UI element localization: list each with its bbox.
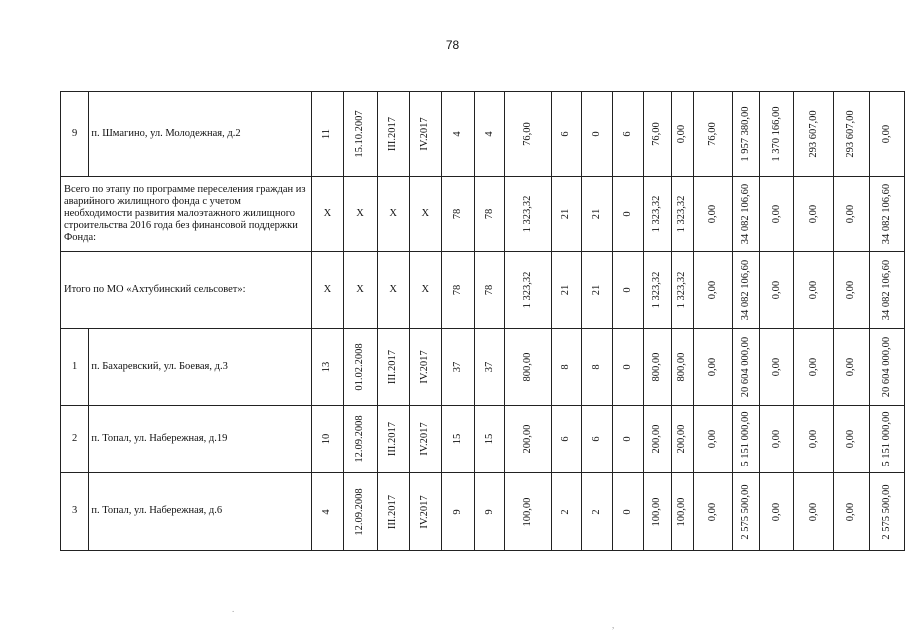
value-cell: [671, 473, 693, 551]
value-cell: [475, 329, 505, 406]
value-cell: [732, 252, 759, 329]
value-text: 6: [560, 131, 572, 137]
value-text: 200,00: [676, 424, 688, 454]
table-row: [61, 473, 905, 551]
value-cell: [441, 252, 474, 329]
total-label: Итого по МО «Ахтубинский сельсовет»:: [61, 252, 312, 329]
value-cell: [409, 473, 441, 551]
value-text: 0,00: [706, 502, 718, 521]
value-text: IV.2017: [419, 117, 431, 151]
value-cell: [441, 473, 474, 551]
value-cell: X: [312, 252, 343, 329]
value-text: 100,00: [676, 497, 688, 526]
value-cell: [794, 252, 834, 329]
value-cell: [551, 177, 582, 252]
value-text: 1 323,32: [651, 271, 663, 309]
value-cell: [759, 329, 793, 406]
scan-mark: .: [232, 604, 235, 614]
value-text: 4: [321, 508, 333, 515]
value-text: 78: [483, 208, 495, 220]
value-cell: [582, 177, 613, 252]
value-cell: [671, 329, 693, 406]
value-text: 0,00: [845, 280, 857, 300]
value-cell: [834, 177, 869, 252]
value-text: 293 607,00: [845, 110, 857, 158]
value-cell: [643, 252, 671, 329]
value-cell: [582, 329, 613, 406]
value-cell: [475, 406, 505, 473]
value-text: 20 604 000,00: [880, 336, 892, 398]
value-cell: [612, 252, 643, 329]
value-cell: [409, 92, 441, 177]
value-cell: [671, 177, 693, 252]
value-cell: [377, 406, 409, 473]
row-number: 3: [61, 473, 89, 551]
value-cell: [643, 406, 671, 473]
value-text: 0: [621, 364, 633, 370]
value-text: 200,00: [521, 424, 533, 454]
value-text: 0,00: [807, 357, 819, 377]
value-text: 21: [591, 284, 603, 296]
value-text: 2: [560, 508, 572, 515]
table-row: [61, 406, 905, 473]
value-cell: [869, 473, 904, 551]
value-cell: [505, 406, 551, 473]
value-cell: [551, 252, 582, 329]
address-cell: п. Топал, ул. Набережная, д.19: [89, 406, 312, 473]
value-cell: [869, 252, 904, 329]
value-cell: [612, 92, 643, 177]
value-cell: [475, 252, 505, 329]
value-text: 15: [452, 433, 464, 445]
value-text: 78: [452, 284, 464, 296]
value-cell: [759, 177, 793, 252]
value-cell: [441, 177, 474, 252]
value-cell: [343, 406, 377, 473]
value-text: 1 370 166,00: [770, 106, 782, 162]
value-text: 100,00: [651, 497, 663, 526]
row-number: 2: [61, 406, 89, 473]
value-cell: [693, 473, 732, 551]
value-text: III.2017: [387, 421, 399, 457]
value-text: III.2017: [387, 494, 399, 529]
value-cell: [377, 473, 409, 551]
value-text: 0,00: [770, 204, 782, 224]
value-cell: [505, 252, 551, 329]
value-text: 0,00: [770, 357, 782, 377]
value-text: 0,00: [706, 429, 718, 449]
value-text: 0,00: [845, 429, 857, 449]
value-cell: [505, 177, 551, 252]
value-cell: [794, 406, 834, 473]
value-text: 0: [591, 131, 603, 137]
value-text: 1 323,32: [651, 195, 663, 233]
value-text: 0,00: [706, 280, 718, 300]
value-cell: [582, 406, 613, 473]
value-text: 78: [452, 208, 464, 220]
value-text: 1 323,32: [676, 195, 688, 233]
value-cell: [643, 92, 671, 177]
value-cell: [377, 329, 409, 406]
value-text: 13: [321, 361, 333, 373]
value-text: 4: [483, 131, 495, 137]
value-text: 200,00: [651, 424, 663, 454]
value-text: 4: [452, 131, 464, 137]
value-cell: [693, 329, 732, 406]
value-cell: [869, 406, 904, 473]
value-text: 20 604 000,00: [739, 336, 751, 398]
value-cell: [732, 406, 759, 473]
value-text: 37: [452, 361, 464, 373]
value-text: 0: [621, 508, 633, 515]
value-cell: [612, 406, 643, 473]
value-cell: [834, 406, 869, 473]
value-cell: [612, 329, 643, 406]
value-cell: [551, 92, 582, 177]
value-text: 0,00: [880, 124, 892, 144]
value-cell: [869, 329, 904, 406]
value-text: 0,00: [807, 429, 819, 449]
value-cell: [869, 92, 904, 177]
address-cell: п. Топал, ул. Набережная, д.6: [89, 473, 312, 551]
value-text: 0,00: [807, 280, 819, 300]
value-text: 76,00: [651, 122, 663, 146]
value-text: 0,00: [807, 204, 819, 224]
value-text: 21: [591, 208, 603, 220]
value-cell: [671, 92, 693, 177]
value-text: 293 607,00: [807, 110, 819, 158]
value-text: 1 323,32: [521, 271, 533, 309]
value-cell: [834, 92, 869, 177]
value-text: 6: [591, 436, 603, 442]
value-cell: [377, 92, 409, 177]
value-cell: [794, 473, 834, 551]
value-cell: [551, 473, 582, 551]
total-label: Всего по этапу по программе переселения граждан из аварийного жилищного фонда с учетом необходимости развития малоэтажного жилищного строительства 2016 года без финансовой поддержки Фонда:: [61, 177, 312, 252]
value-text: 9: [452, 508, 464, 515]
row-number: 9: [61, 92, 89, 177]
value-cell: X: [377, 252, 409, 329]
value-text: IV.2017: [419, 494, 431, 529]
value-text: 0,00: [845, 204, 857, 224]
value-text: 12.09.2008: [354, 487, 366, 536]
value-cell: [834, 473, 869, 551]
value-text: 12.09.2008: [354, 415, 366, 463]
value-text: 6: [560, 436, 572, 442]
value-text: 34 082 106,60: [739, 259, 751, 321]
value-cell: [475, 177, 505, 252]
table-row: [61, 92, 905, 177]
value-text: 10: [321, 433, 333, 445]
value-cell: [732, 329, 759, 406]
value-text: III.2017: [387, 349, 399, 385]
value-text: 0,00: [770, 280, 782, 300]
value-text: 0,00: [706, 204, 718, 224]
value-cell: [582, 92, 613, 177]
value-text: 78: [483, 284, 495, 296]
value-text: 0,00: [807, 502, 819, 521]
value-cell: [643, 177, 671, 252]
value-cell: [693, 406, 732, 473]
value-text: 800,00: [676, 352, 688, 382]
value-cell: X: [312, 177, 343, 252]
value-text: 100,00: [521, 497, 533, 526]
value-cell: [343, 329, 377, 406]
value-text: IV.2017: [419, 422, 431, 456]
value-cell: X: [409, 177, 441, 252]
value-text: 01.02.2008: [354, 343, 366, 391]
value-cell: [551, 329, 582, 406]
value-text: 8: [591, 364, 603, 370]
value-text: 15: [483, 433, 495, 445]
value-cell: [312, 92, 343, 177]
value-cell: [732, 473, 759, 551]
value-cell: [732, 92, 759, 177]
value-cell: [505, 329, 551, 406]
value-text: 5 151 000,00: [739, 411, 751, 467]
value-cell: [759, 252, 793, 329]
value-cell: X: [409, 252, 441, 329]
value-text: 0: [621, 436, 633, 442]
value-cell: [551, 406, 582, 473]
value-cell: [409, 329, 441, 406]
value-cell: [834, 252, 869, 329]
value-cell: [475, 92, 505, 177]
scan-mark: ,: [612, 620, 615, 630]
value-text: 0,00: [845, 357, 857, 377]
value-text: 11: [321, 128, 333, 140]
value-text: 9: [483, 508, 495, 515]
value-cell: [643, 329, 671, 406]
value-cell: [732, 177, 759, 252]
value-cell: [612, 473, 643, 551]
value-text: 6: [621, 131, 633, 137]
value-text: 76,00: [521, 122, 533, 146]
total-row: [61, 252, 905, 329]
value-text: III.2017: [387, 116, 399, 152]
value-cell: X: [343, 177, 377, 252]
value-text: 0,00: [770, 429, 782, 449]
value-cell: [869, 177, 904, 252]
value-cell: [794, 92, 834, 177]
resettlement-table: [60, 91, 905, 551]
value-cell: [794, 177, 834, 252]
value-text: 2: [591, 508, 603, 515]
value-text: 21: [560, 208, 572, 220]
value-cell: [343, 92, 377, 177]
value-cell: X: [377, 177, 409, 252]
value-cell: [693, 92, 732, 177]
value-cell: [441, 406, 474, 473]
value-cell: [441, 329, 474, 406]
value-cell: [475, 473, 505, 551]
value-cell: [582, 252, 613, 329]
value-text: 34 082 106,60: [880, 183, 892, 245]
value-text: 800,00: [651, 352, 663, 382]
value-cell: [505, 92, 551, 177]
value-text: 21: [560, 284, 572, 296]
value-text: 37: [483, 361, 495, 373]
value-text: 1 957 380,00: [739, 106, 751, 162]
value-text: 76,00: [706, 122, 718, 146]
address-cell: п. Бахаревский, ул. Боевая, д.3: [89, 329, 312, 406]
value-cell: [759, 406, 793, 473]
value-text: 0: [621, 211, 633, 217]
value-cell: [834, 329, 869, 406]
value-cell: [505, 473, 551, 551]
value-cell: [582, 473, 613, 551]
row-number: 1: [61, 329, 89, 406]
value-cell: [671, 252, 693, 329]
value-text: 5 151 000,00: [880, 411, 892, 467]
value-text: 34 082 106,60: [739, 183, 751, 245]
page-number: 78: [445, 38, 460, 52]
address-cell: п. Шмагино, ул. Молодежная, д.2: [89, 92, 312, 177]
value-text: 0,00: [706, 357, 718, 377]
table-row: [61, 329, 905, 406]
value-text: 2 575 500,00: [880, 483, 892, 540]
value-cell: [343, 473, 377, 551]
value-text: 1 323,32: [676, 271, 688, 309]
value-cell: [693, 177, 732, 252]
value-text: 34 082 106,60: [880, 259, 892, 321]
value-text: 0,00: [676, 124, 688, 144]
value-text: IV.2017: [419, 350, 431, 384]
value-text: 15.10.2007: [354, 110, 366, 158]
value-cell: [794, 329, 834, 406]
value-text: 0: [621, 287, 633, 293]
value-cell: [759, 92, 793, 177]
value-cell: [671, 406, 693, 473]
value-text: 0,00: [770, 502, 782, 521]
value-text: 800,00: [521, 352, 533, 382]
value-cell: [612, 177, 643, 252]
value-cell: [312, 473, 343, 551]
value-text: 2 575 500,00: [739, 483, 751, 540]
value-cell: [409, 406, 441, 473]
value-cell: [643, 473, 671, 551]
total-row: [61, 177, 905, 252]
value-cell: [441, 92, 474, 177]
value-cell: X: [343, 252, 377, 329]
value-text: 1 323,32: [521, 195, 533, 233]
value-cell: [312, 329, 343, 406]
value-text: 0,00: [845, 502, 857, 521]
value-cell: [759, 473, 793, 551]
value-cell: [693, 252, 732, 329]
value-cell: [312, 406, 343, 473]
value-text: 8: [560, 364, 572, 370]
